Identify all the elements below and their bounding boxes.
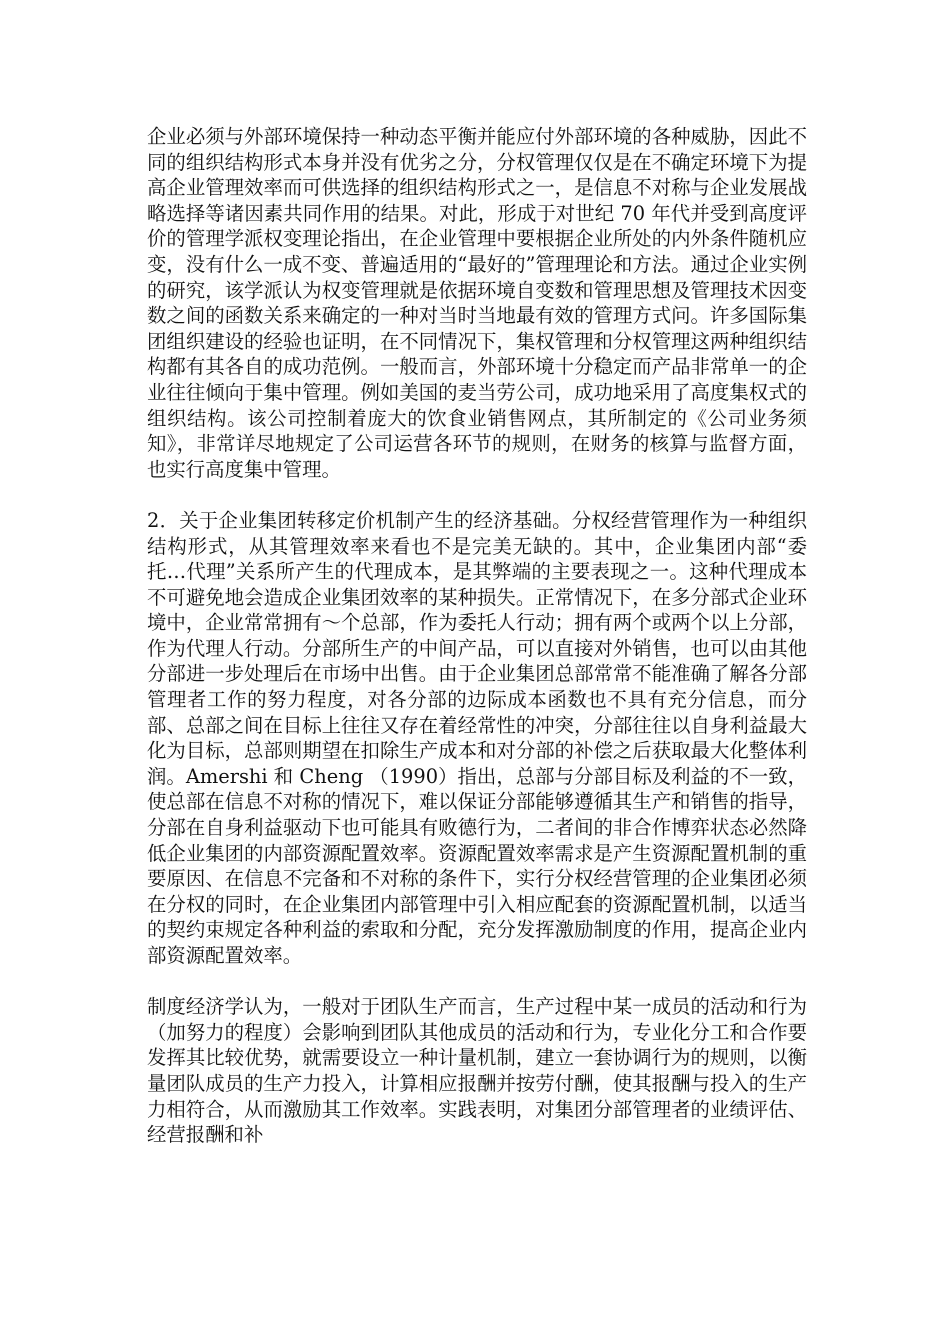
paragraph-2: 2．关于企业集团转移定价机制产生的经济基础。分权经营管理作为一种组织结构形式，从其管理效率来看也不是完美无缺的。其中，企业集团内部“委托…代理”关系所产生的代理成本，是其弊端的主要表现之一。这种代理成本不可避免地会造成企业集团效率的某种损失。正常情况下，在多分部式企业环境中，企业常常拥有～个总部，作为委托人行动；拥有两个或两个以上分部，作为代理人行动。分部所生产的中间产品，可以直接对外销售，也可以由其他分部进一步处理后在市场中出售。由于企业集团总部常常不能准确了解各分部管理者工作的努力程度，对各分部的边际成本函数也不具有充分信息，而分部、总部之间在目标上往往又存在着经常性的冲突，分部往往以自身利益最大化为目标，总部则期望在扣除生产成本和对分部的补偿之后获取最大化整体利润。Amershi 和 Cheng （1990）指出，总部与分部目标及利益的不一致，使总部在信息不对称的情况下，难以保证分部能够遵循其生产和销售的指导，分部在自身利益驱动下也可能具有败德行为，二者间的非合作博弈状态必然降低企业集团的内部资源配置效率。资源配置效率需求是产生资源配置机制的重要原因、在信息不完备和不对称的条件下，实行分权经营管理的企业集团必须在分权的同时，在企业集团内部管理中引入相应配套的资源配置机制，以适当的契约束规定各种利益的索取和分配，充分发挥激励制度的作用，提高企业内部资源配置效率。 [147,508,807,967]
paragraph-3: 制度经济学认为，一般对于团队生产而言，生产过程中某一成员的活动和行为（加努力的程度）会影响到团队其他成员的活动和行为，专业化分工和合作要发挥其比较优势，就需要设立一种计量机制，建立一套协调行为的规则，以衡量团队成员的生产力投入，计算相应报酬并按劳付酬，使其报酬与投入的生产力相符合，从而激励其工作效率。实践表明，对集团分部管理者的业绩评估、经营报酬和补 [147,995,807,1147]
document-body [147,124,807,1148]
paragraph-1: 企业必须与外部环境保持一种动态平衡并能应付外部环境的各种威胁，因此不同的组织结构形式本身并没有优劣之分，分权管理仅仅是在不确定环境下为提高企业管理效率而可供选择的组织结构形式之一，是信息不对称与企业发展战略选择等诸因素共同作用的结果。对此，形成于对世纪 70 年代并受到高度评价的管理学派权变理论指出，在企业管理中要根据企业所处的内外条件随机应变，没有什么一成不变、普遍适用的“最好的”管理理论和方法。通过企业实例的研究，该学派认为权变管理就是依据环境自变数和管理思想及管理技术因变数之间的函数关系来确定的一种对当时当地最有效的管理方式问。许多国际集团组织建设的经验也证明，在不同情况下，集权管理和分权管理这两种组织结构都有其各自的成功范例。一般而言，外部环境十分稳定而产品非常单一的企业往往倾向于集中管理。例如美国的麦当劳公司，成功地采用了高度集权式的组织结构。该公司控制着庞大的饮食业销售网点，其所制定的《公司业务须知》，非常详尽地规定了公司运营各环节的规则，在财务的核算与监督方面，也实行高度集中管理。 [147,125,807,481]
